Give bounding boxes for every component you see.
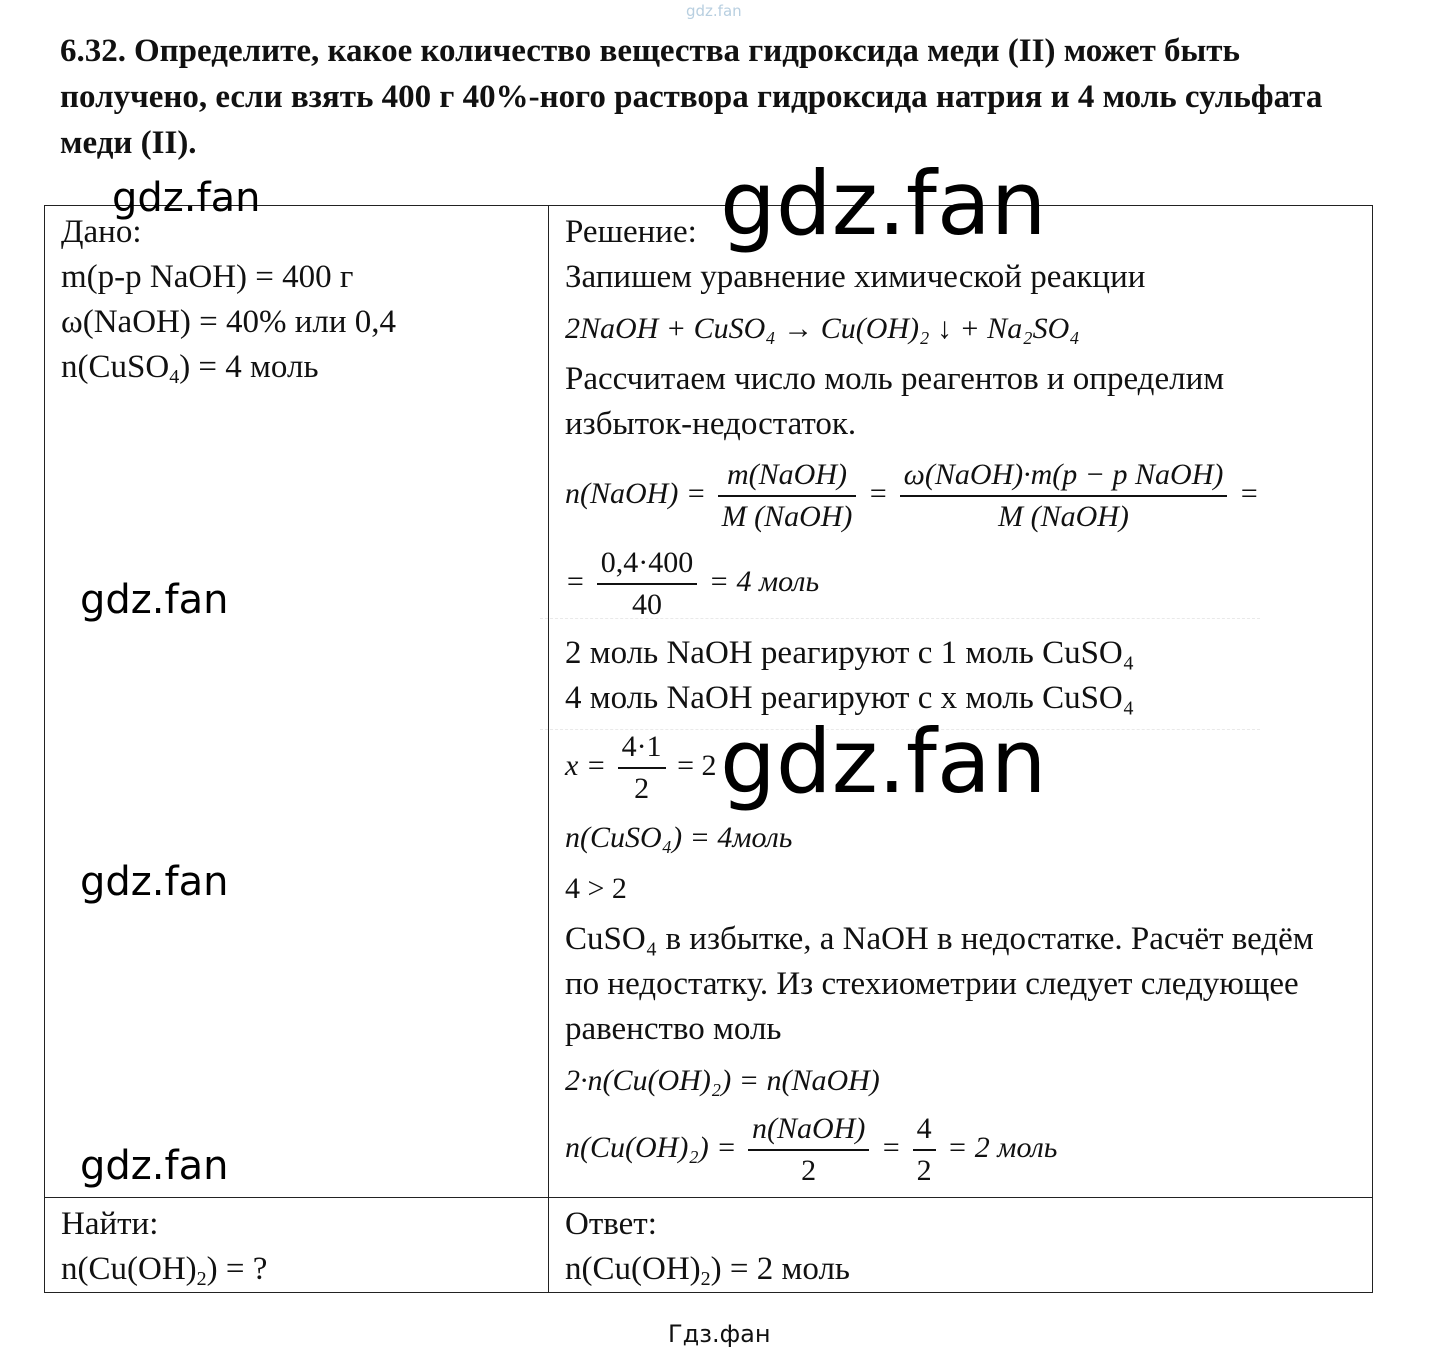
comparison: 4 > 2: [565, 872, 627, 905]
given-heading: Дано:: [61, 214, 142, 250]
cuso4-moles: n(CuSO₄) = 4моль: [565, 821, 793, 854]
problem-text: Определите, какое количество вещества гидроксида меди (II) может быть получено, если взять 400 г 40%-ного раствора гидроксида натрия и 4 моль сульфата меди (II).: [60, 33, 1323, 161]
watermark: gdz.fan: [80, 859, 229, 905]
stoichiometry-equality: 2·n(Cu(OH)₂) = n(NaOH): [565, 1064, 880, 1097]
given-item: m(р-р NaOH) = 400 г: [61, 259, 354, 295]
ratio-line-1: 2 моль NaOH реагируют с 1 моль CuSO₄: [565, 635, 1135, 671]
watermark: gdz.fan: [720, 710, 1047, 813]
reaction-equation: 2NaOH + CuSO₄ → Cu(OH)₂ ↓ + Na₂SO₄: [565, 312, 1080, 345]
watermark: gdz.fan: [80, 1143, 229, 1189]
answer-cell: [549, 1198, 1373, 1293]
faint-scan-artifact: [540, 618, 1260, 730]
final-calculation: n(Cu(OH)₂) = $\frac{\text{n(NaOH)}}{2}$ = $\frac{4}{2}$ = 2 моль: [565, 1109, 1358, 1191]
solution-table: [44, 205, 1373, 1293]
answer-heading: Ответ:: [565, 1206, 657, 1242]
footer-caption: Гдз.фан: [668, 1320, 771, 1348]
solution-step1: Рассчитаем число моль реагентов и определим избыток-недостаток.: [565, 361, 1225, 442]
ratio-line-2: 4 моль NaOH реагируют с x моль CuSO₄: [565, 680, 1135, 716]
solution-intro: Запишем уравнение химической реакции: [565, 259, 1146, 295]
naoh-moles-formula: n(NaOH) = $\frac{\text{m(NaOH)}}{\text{M (NaOH)}}$ = $\frac{\text{ω(NaOH)·m(p − p NaOH)}}{\text{M (NaOH)}}$ =: [565, 455, 1358, 537]
answer-value: $n(Cu(OH)_2) = 2$ моль: [565, 1251, 850, 1290]
given-item-cuso4: n(CuSO$_4$) = 4 моль: [61, 349, 319, 388]
x-calculation: x = $\frac{4\cdot 1}{2}$ = 2: [565, 727, 1358, 809]
find-cell: [45, 1198, 549, 1293]
naoh-moles-value: = $\frac{0,4\cdot 400}{40}$ = 4 моль: [565, 543, 1358, 625]
given-item: ω(NaOH) = 40% или 0,4: [61, 304, 396, 340]
conclusion-text: CuSO₄ в избытке, а NaOH в недостатке. Расчёт ведём по недостатку. Из стехиометрии следует следующее равенство моль: [565, 921, 1314, 1047]
find-target: $n(Cu(OH)_2)$ = ?: [61, 1251, 268, 1290]
given-cell: [45, 206, 549, 1198]
problem-number: 6.32.: [60, 33, 126, 69]
problem-statement: [60, 28, 1380, 166]
watermark: gdz.fan: [112, 175, 261, 221]
find-heading: Найти:: [61, 1206, 159, 1242]
solution-heading: Решение:: [565, 214, 697, 250]
top-watermark: gdz.fan: [686, 2, 742, 20]
watermark: gdz.fan: [80, 577, 229, 623]
watermark: gdz.fan: [720, 152, 1047, 255]
